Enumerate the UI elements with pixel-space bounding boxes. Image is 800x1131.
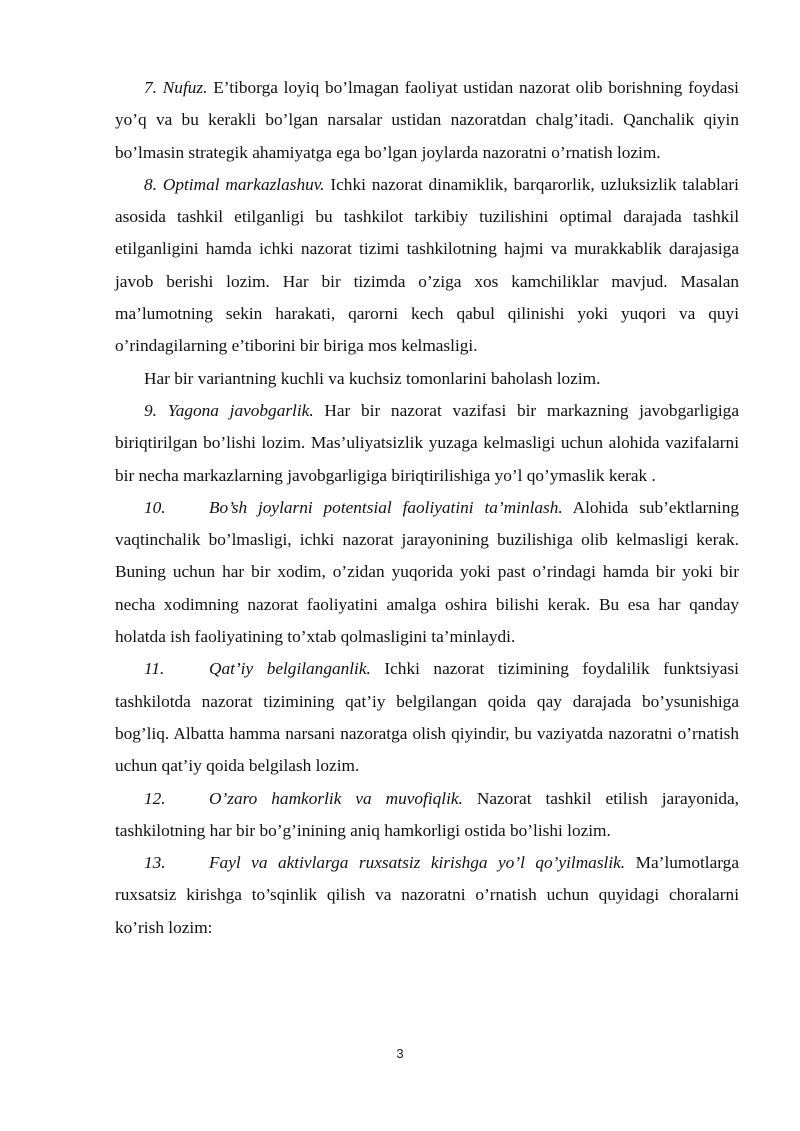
paragraph-number: 13.: [144, 853, 166, 873]
document-body: [115, 72, 739, 944]
paragraph-yagona-javobgarlik: [115, 395, 739, 492]
paragraph-variant-baholash: [115, 363, 739, 395]
paragraph-text: Har bir variantning kuchli va kuchsiz tomonlarini baholash lozim.: [144, 368, 601, 388]
paragraph-text: Har bir nazorat vazifasi bir markazning javobgarligiga biriqtirilgan bo’lishi lozim. Mas’uliyatsizlik yuzaga kelmasligi uchun alohida vazifalarni bir necha markazlarning javobgarligiga biriqtirilishiga yo’l qo’ymaslik kerak .: [115, 400, 739, 485]
paragraph-bosh-joylar: [115, 492, 739, 653]
paragraph-number: 9.: [144, 400, 157, 420]
paragraph-text: Nazorat tashkil etilish jarayonida, tashkilotning har bir bo’g’inining aniq hamkorligi ostida bo’lishi lozim.: [115, 788, 739, 840]
paragraph-title: Qat’iy belgilanganlik.: [209, 659, 371, 679]
paragraph-title: Yagona javobgarlik.: [167, 400, 314, 420]
paragraph-title: Optimal markazlashuv.: [162, 174, 325, 194]
page-number: 3: [396, 1046, 404, 1061]
paragraph-number: 12.: [144, 788, 166, 808]
paragraph-ozaro-hamkorlik: [115, 783, 739, 848]
paragraph-title: O’zaro hamkorlik va muvofiqlik.: [209, 788, 463, 808]
paragraph-number: 8.: [144, 174, 157, 194]
paragraph-qatiy-belgilanganlik: [115, 653, 739, 782]
paragraph-title: Nufuz.: [162, 78, 208, 97]
paragraph-text: E’tiborga loyiq bo’lmagan faoliyat ustidan nazorat olib borishning foydasi yo’q va bu kerakli bo’lgan narsalar ustidan nazoratdan chalg’itadi. Qanchalik qiyin bo’lmasin strategik ahamiyatga ega bo’lgan joylarda nazoratni o’rnatish lozim.: [115, 78, 739, 162]
paragraph-title: Fayl va aktivlarga ruxsatsiz kirishga yo’l qo’yilmaslik.: [209, 853, 626, 873]
paragraph-number: 7.: [144, 78, 157, 97]
paragraph-text: Alohida sub’ektlarning vaqtinchalik bo’lmasligi, ichki nazorat jarayonining buzilishiga olib kelmasligi kerak. Buning uchun har bir xodim, o’zidan yuqorida yoki past o’rindagi hamda bir yoki bir necha xodimning nazorat faoliyatini amalga oshira bilishi kerak. Bu esa har qanday holatda ish faoliyatining to’xtab qolmasligini ta’minlaydi.: [115, 497, 739, 647]
paragraph-number: 11.: [144, 659, 165, 679]
paragraph-nufuz: [115, 72, 739, 169]
paragraph-number: 10.: [144, 497, 166, 517]
paragraph-text: Ma’lumotlarga ruxsatsiz kirishga to’sqinlik qilish va nazoratni o’rnatish uchun quyidagi choralarni ko’rish lozim:: [115, 853, 739, 937]
paragraph-text: Ichki nazorat tizimining foydalilik funktsiyasi tashkilotda nazorat tizimining qat’iy belgilangan qoida qay darajada bo’ysunishiga bog’liq. Albatta hamma narsani nazoratga olish qiyindir, bu vaziyatda nazoratni o’rnatish uchun qat’iy qoida belgilash lozim.: [115, 659, 739, 776]
paragraph-optimal-markazlashuv: [115, 169, 739, 363]
paragraph-ruxsatsiz-kirish: [115, 847, 739, 944]
paragraph-text: Ichki nazorat dinamiklik, barqarorlik, uzluksizlik talablari asosida tashkil etilganligi bu tashkilot tarkibiy tuzilishini optimal darajada tashkil etilganligini hamda ichki nazorat tizimi tashkilotning hajmi va murakkablik darajasiga javob berishi lozim. Har bir tizimda o’ziga xos kamchiliklar mavjud. Masalan ma’lumotning sekin harakati, qarorni kech qabul qilinishi yoki yuqori va quyi o’rindagilarning e’tiborini bir biriga mos kelmasligi.: [115, 174, 739, 356]
paragraph-title: Bo’sh joylarni potentsial faoliyatini ta’minlash.: [209, 497, 563, 517]
